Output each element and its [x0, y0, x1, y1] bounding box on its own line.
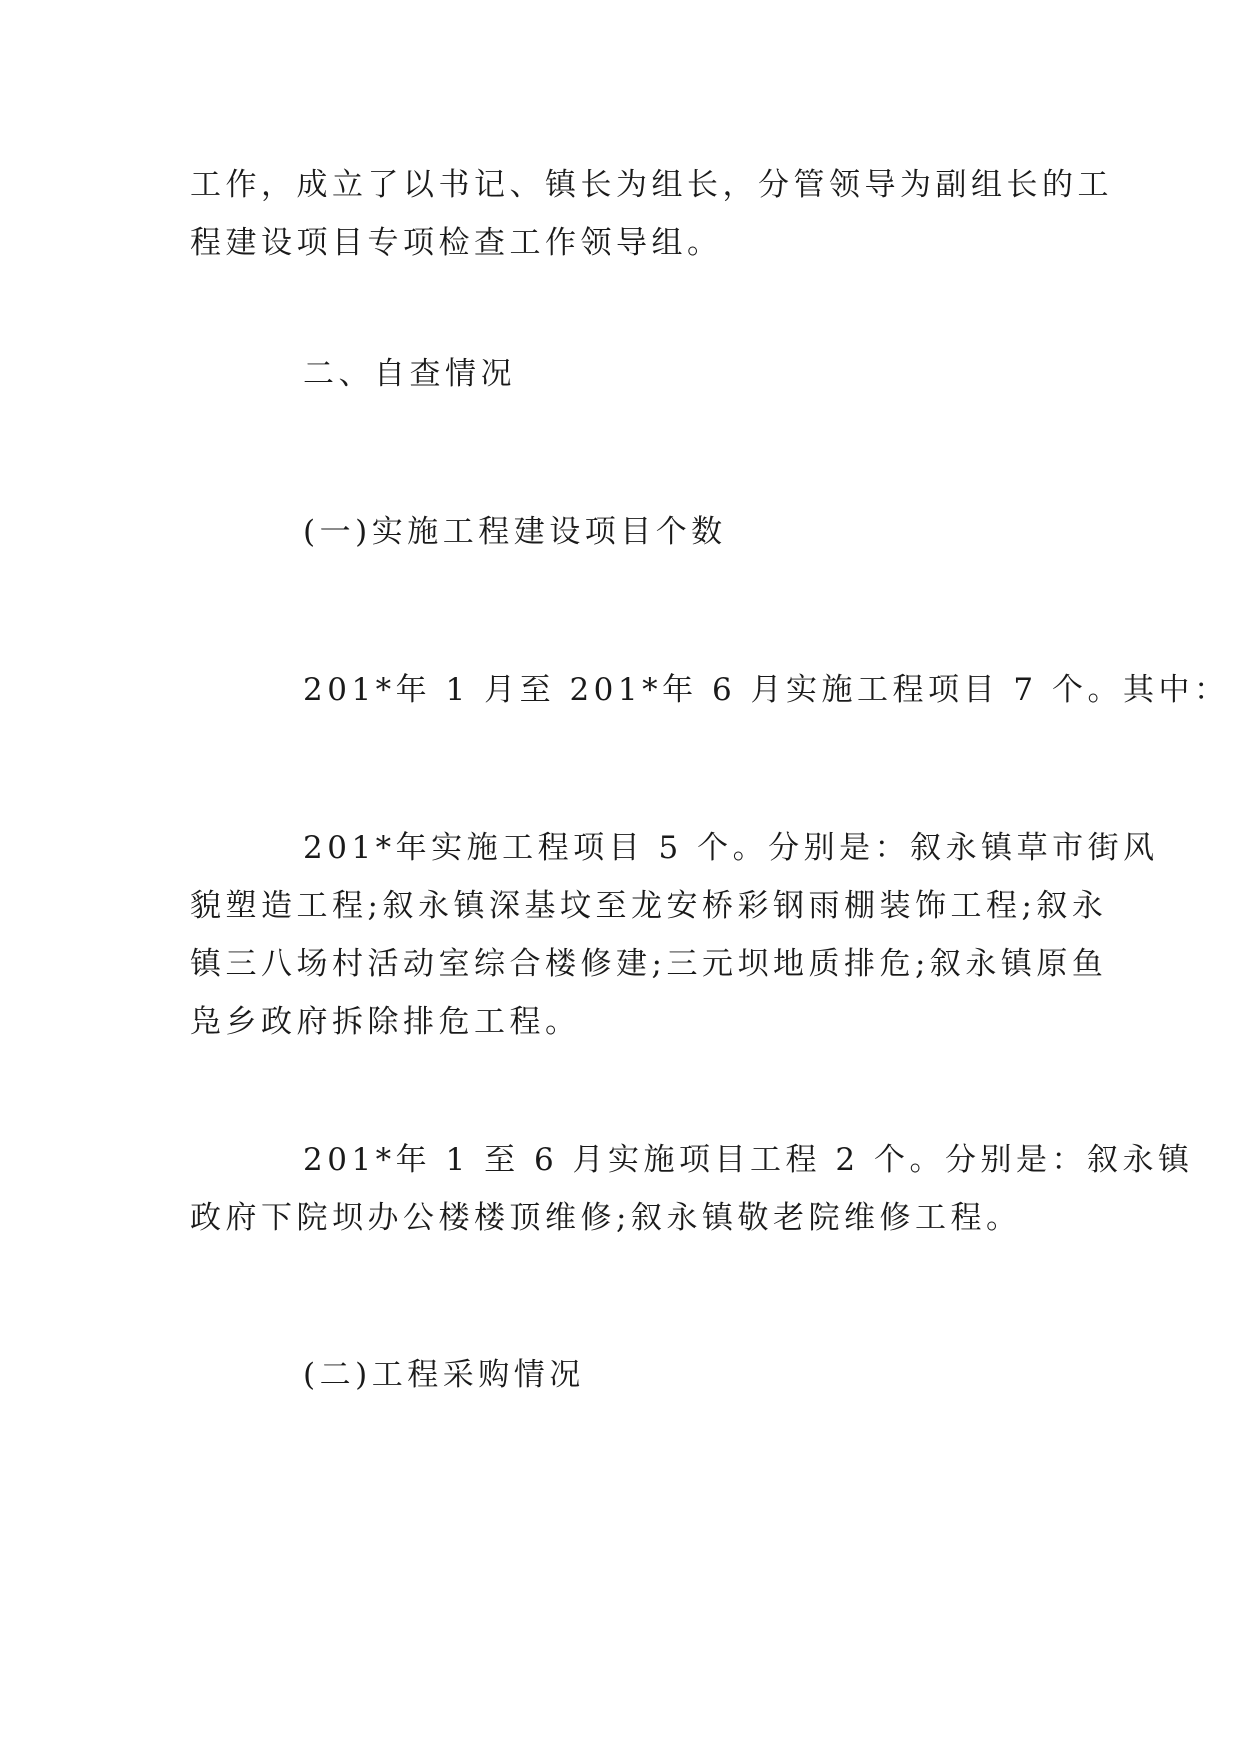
text-line: 镇三八场村活动室综合楼修建;三元坝地质排危;叙永镇原鱼 [190, 946, 1108, 982]
text-line: 二、自查情况 [303, 356, 516, 392]
subheading-procurement [190, 1346, 1050, 1404]
text-line: 201*年 1 月至 201*年 6 月实施工程项目 7 个。其中： [303, 672, 1230, 708]
text-line: 201*年实施工程项目 5 个。分别是：叙永镇草市街风 [303, 830, 1159, 866]
text-line: (一)实施工程建设项目个数 [303, 514, 727, 550]
text-line: 工作，成立了以书记、镇长为组长，分管领导为副组长的工 [190, 167, 1113, 203]
text-line: 凫乡政府拆除排危工程。 [190, 1004, 581, 1040]
text-line: 政府下院坝办公楼楼顶维修;叙永镇敬老院维修工程。 [190, 1200, 1022, 1236]
paragraph-leadership-group [190, 156, 1113, 272]
subheading-project-count [190, 503, 1050, 561]
text-line: (二)工程采购情况 [303, 1357, 585, 1393]
paragraph-two-projects [190, 1131, 1194, 1247]
text-line: 貌塑造工程;叙永镇深基坟至龙安桥彩钢雨棚装饰工程;叙永 [190, 888, 1108, 924]
text-line: 201*年 1 至 6 月实施项目工程 2 个。分别是：叙永镇 [303, 1142, 1194, 1178]
paragraph-five-projects [190, 819, 1159, 1051]
section-heading-self-inspection [190, 345, 1050, 403]
text-line: 程建设项目专项检查工作领导组。 [190, 225, 723, 261]
paragraph-projects-summary [190, 661, 1230, 719]
